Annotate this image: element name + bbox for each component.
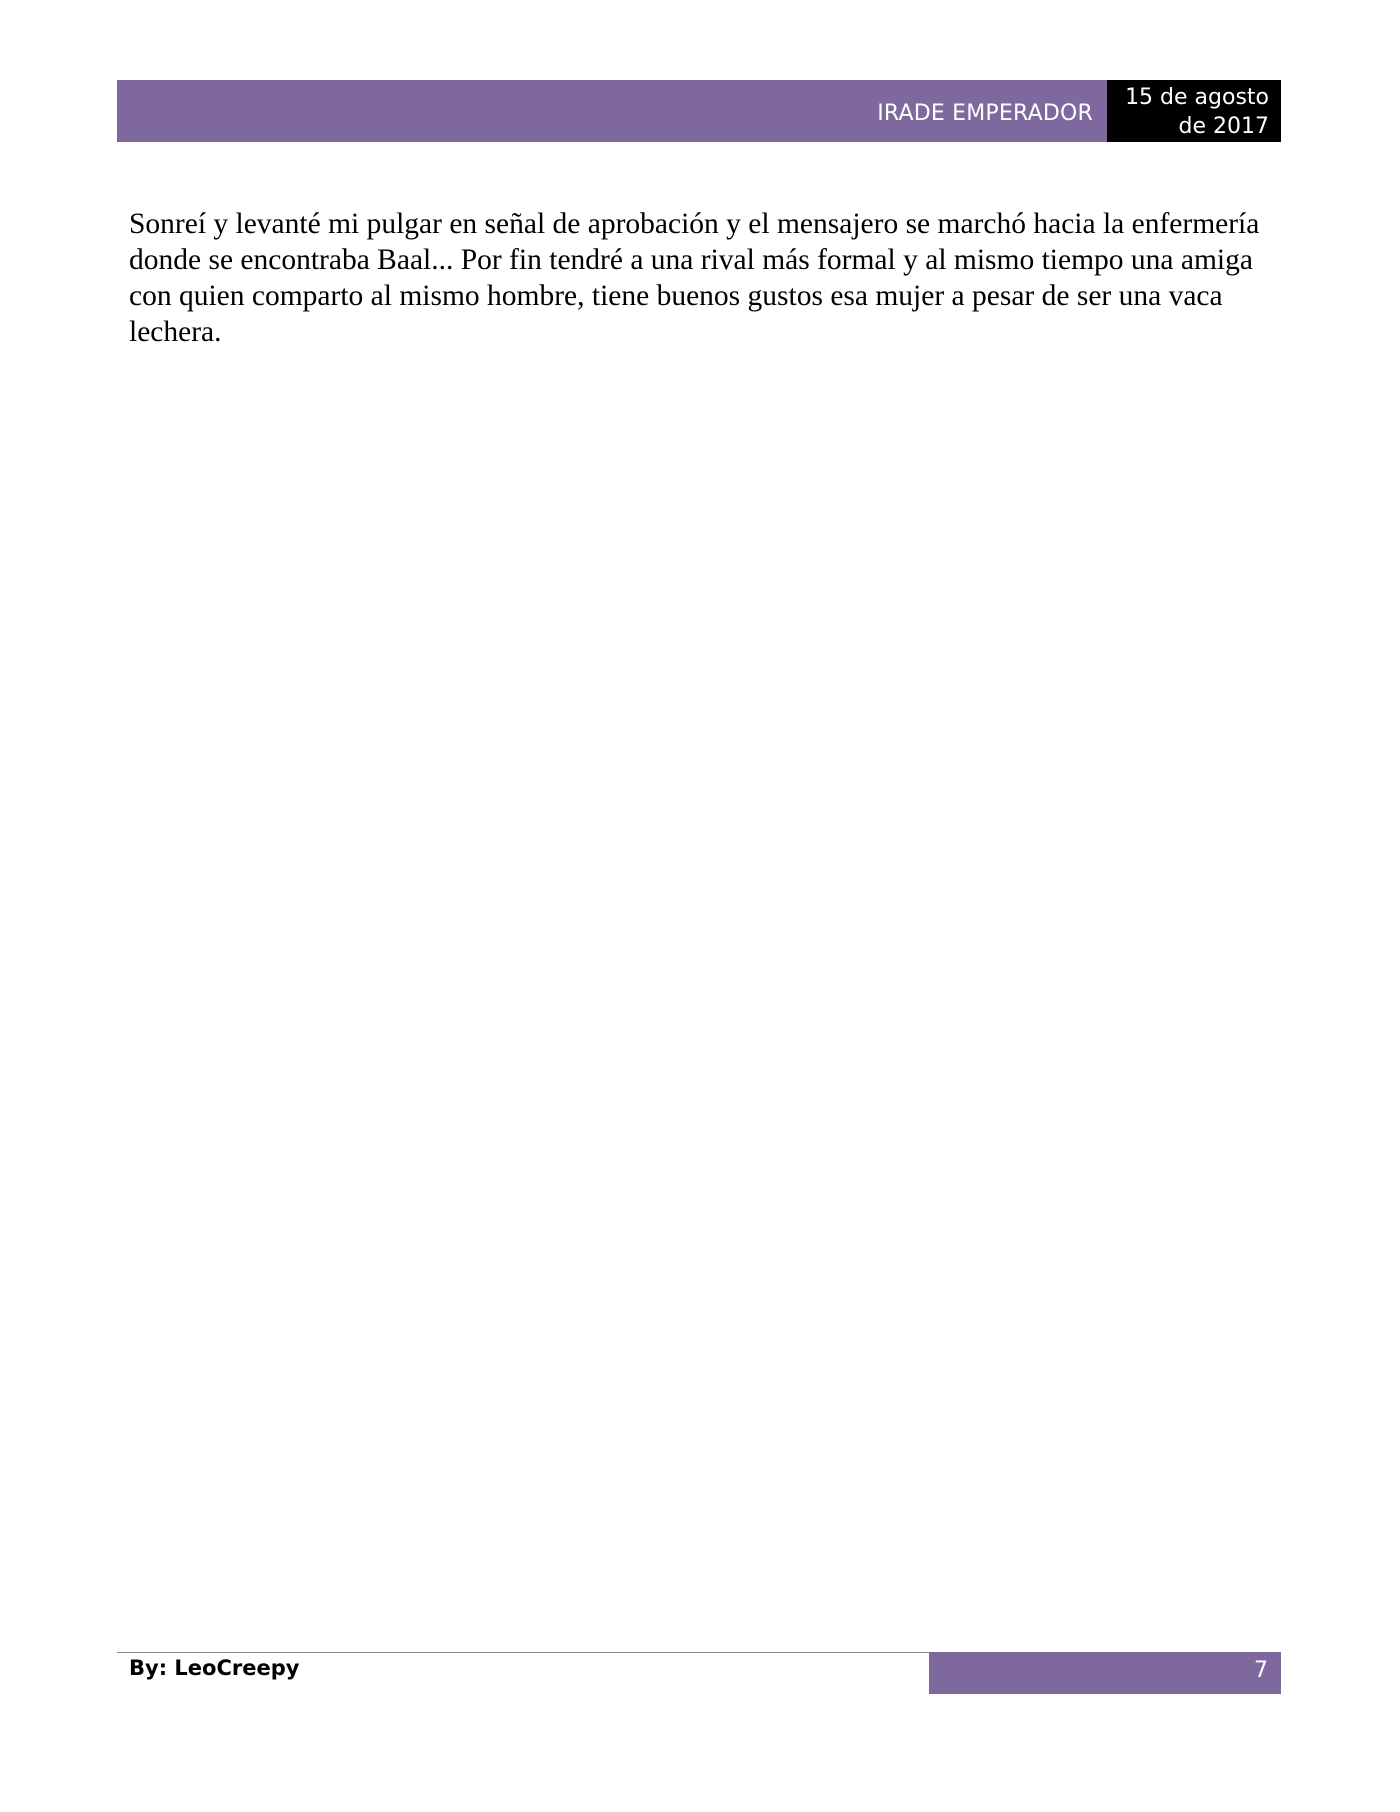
header-date-box (1107, 80, 1281, 142)
document-title: IRADE EMPERADOR (877, 100, 1093, 126)
footer-author: By: LeoCreepy (129, 1656, 300, 1680)
page-number: 7 (1254, 1658, 1268, 1683)
page-content (129, 206, 1279, 350)
body-paragraph: Sonreí y levanté mi pulgar en señal de aprobación y el mensajero se marchó hacia la enfermería donde se encontraba Baal... Por fin tendré a una rival más formal y al mismo tiempo una amiga con quien comparto al mismo hombre, tiene buenos gustos esa mujer a pesar de ser una vaca lechera. (129, 208, 1260, 348)
footer-page-band (929, 1652, 1281, 1694)
page-header (117, 80, 1281, 142)
header-title-band (117, 80, 1107, 142)
page-footer (117, 1652, 1281, 1694)
header-date-line2: de 2017 (1178, 114, 1269, 139)
header-date-line1: 15 de agosto (1125, 85, 1269, 110)
footer-divider (117, 1652, 929, 1653)
